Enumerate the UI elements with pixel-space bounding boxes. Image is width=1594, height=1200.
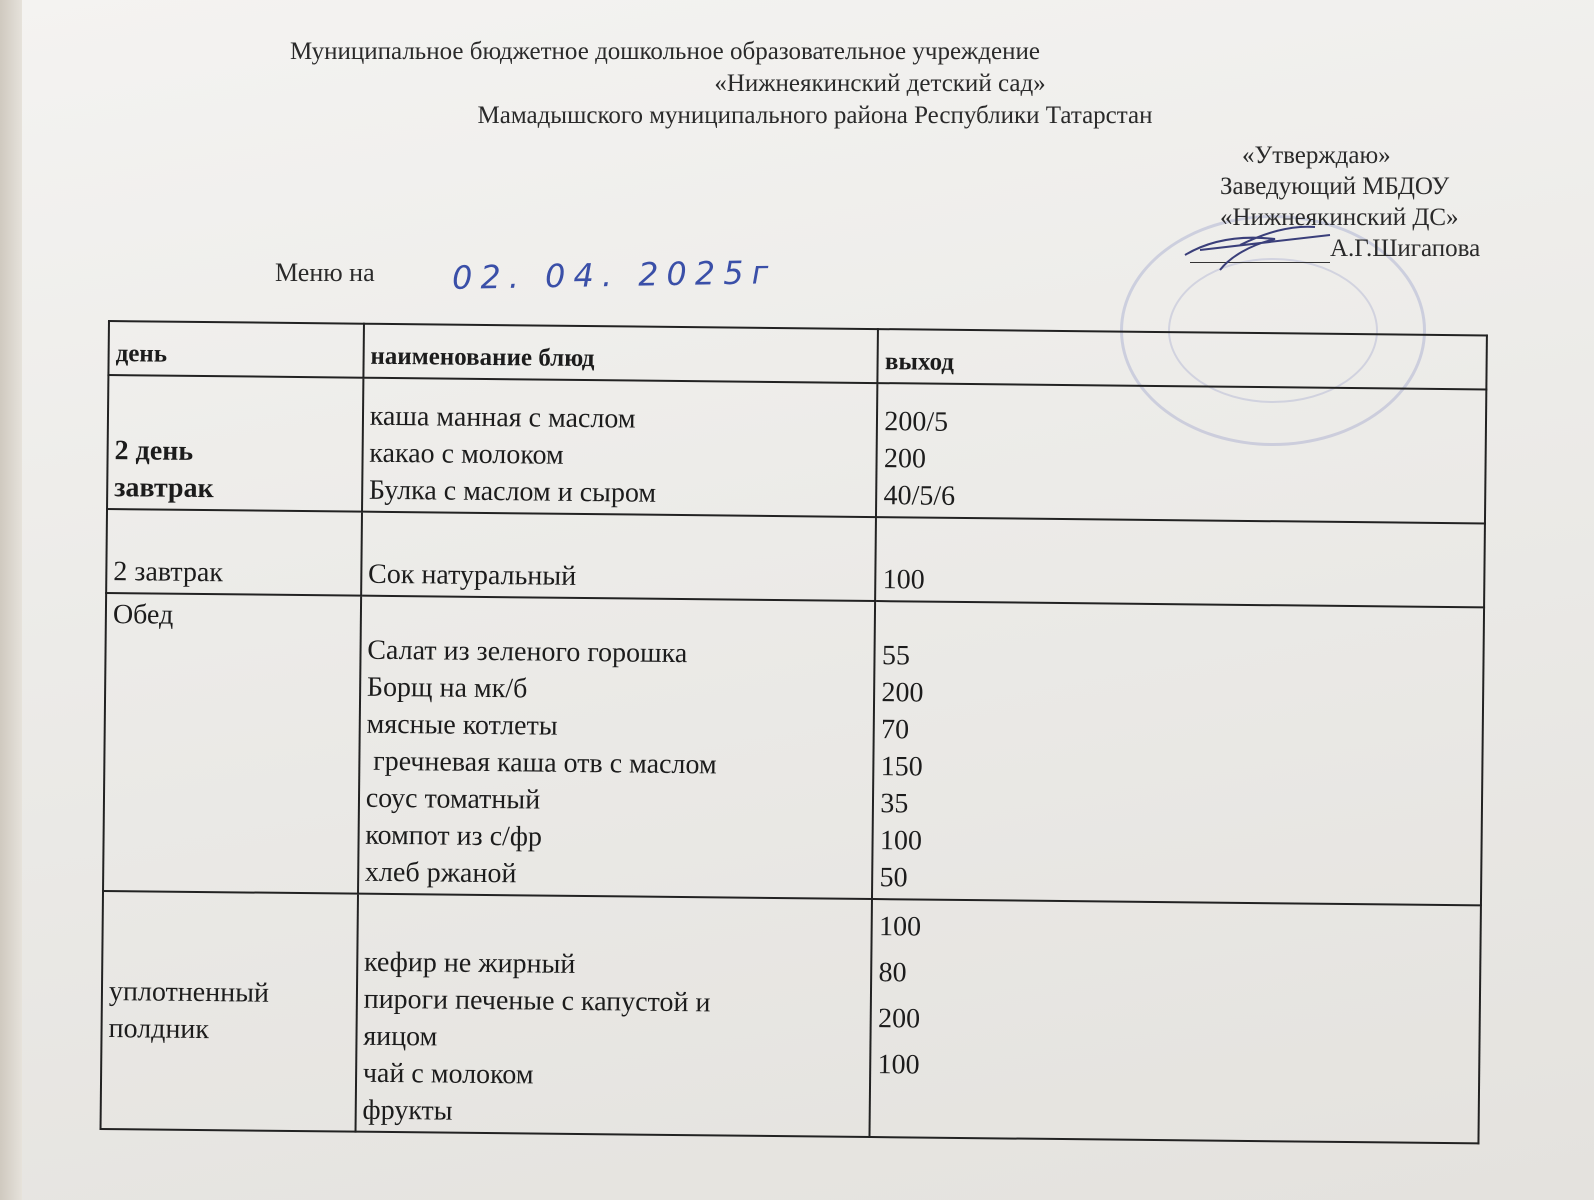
approval-organization: «Нижнеякинский ДС» [1220,204,1459,231]
output-cell [870,899,1481,1143]
output-value: 100 [879,825,923,857]
output-value: 80 [878,957,907,989]
dish-item: соус томатный [365,782,541,816]
day-line: Обед [112,599,174,631]
dish-item: мясные котлеты [366,708,558,742]
dish-item: Салат из зеленого горошка [367,634,688,670]
table-row [101,891,1481,1143]
day-line: 2 завтрак [113,556,224,589]
day-line: уплотненный [108,976,270,1009]
approval-title: «Утверждаю» [1242,142,1391,169]
day-cell [101,891,358,1132]
dish-item: яицом [363,1020,438,1053]
output-value: 200 [883,443,927,475]
handwritten-signature [1180,215,1340,275]
menu-table [100,320,1488,1144]
output-cell [875,517,1484,607]
output-value: 200 [877,1003,921,1035]
paper-edge-shadow [0,0,22,1200]
dish-item: каша манная с маслом [369,400,636,435]
header-day: день [108,321,363,378]
header-dish: наименование блюд [363,324,878,383]
menu-label: Меню на [275,258,375,287]
output-value: 35 [880,788,909,820]
dish-item: какао с молоком [369,437,564,471]
dish-item: Сок натуральный [367,558,577,592]
day-cell [107,375,363,512]
dish-item: Борщ на мк/б [366,671,528,705]
output-value: 40/5/6 [883,480,956,512]
output-value: 100 [882,564,925,596]
header-line-1: Муниципальное бюджетное дошкольное образовательное учреждение [290,38,1040,65]
header-line-2: «Нижнеякинский детский сад» [714,70,1046,97]
output-value: 200/5 [884,406,949,438]
approval-signatory: А.Г.Шигапова [1330,235,1481,262]
dish-cell [358,596,876,899]
dish-item: фрукты [362,1094,453,1127]
output-value: 100 [877,1049,920,1081]
day-line: полдник [108,1013,210,1046]
table-row [106,509,1485,607]
output-value: 200 [881,677,924,709]
dish-cell [355,894,872,1137]
dish-item: хлеб ржаной [364,856,517,890]
output-value: 70 [880,714,910,746]
output-cell [872,601,1484,905]
dish-item: гречневая каша отв с маслом [366,745,717,781]
menu-table-container [99,320,1578,1155]
dish-cell [361,512,876,601]
dish-item: Булка с маслом и сыром [368,474,657,509]
day-cell [106,509,362,596]
output-cell [876,383,1486,523]
output-value: 55 [881,640,911,672]
menu-date-handwritten: 02. 04. 2025г [451,253,777,297]
dish-item: компот из с/фр [365,819,543,853]
dish-item: чай с молоком [362,1057,534,1091]
output-value: 150 [880,751,923,783]
table-row [107,375,1486,523]
dish-cell [362,378,878,517]
institution-header [290,36,1320,132]
header-line-3: Мамадышского муниципального района Республики Татарстан [477,102,1153,129]
table-row [103,593,1484,905]
day-cell [103,593,361,894]
day-line: 2 день [114,435,194,467]
output-value: 50 [879,862,908,894]
output-value: 100 [878,911,922,943]
dish-item: пироги печеные с капустой и [363,983,711,1019]
day-line: завтрак [114,472,214,505]
dish-item: кефир не жирный [363,946,576,980]
approval-position: Заведующий МБДОУ [1220,173,1450,200]
header-output: выход [878,329,1487,389]
